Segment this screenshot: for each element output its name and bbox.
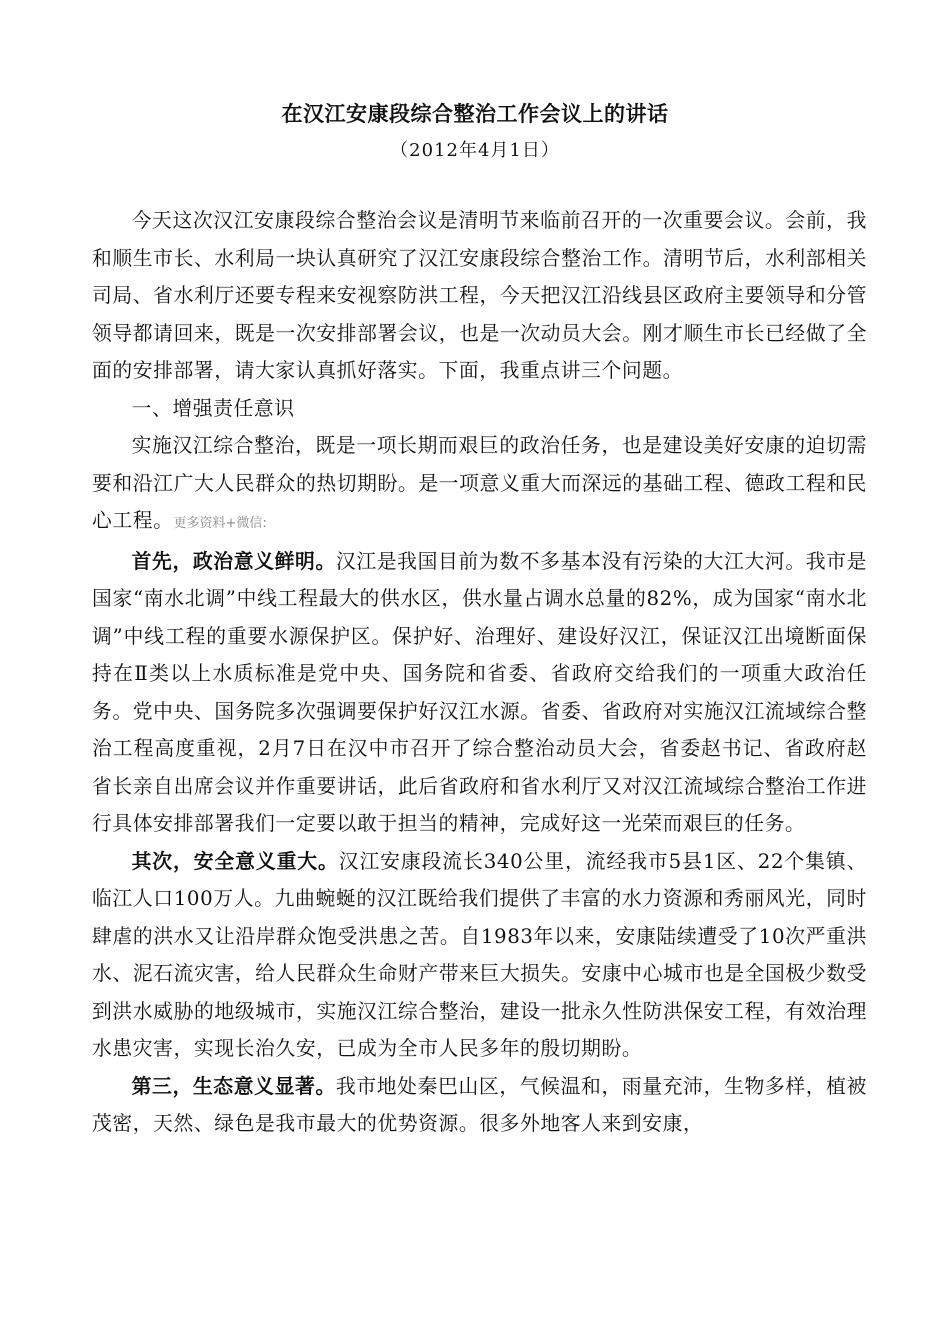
point-text-ecology: 我市地处秦巴山区，气候温和，雨量充沛，生物多样，植被茂密，天然、绿色是我市最大的优势资源。很多外地客人来到安康， [92,1074,867,1135]
document-body [92,202,867,1143]
document-title: 在汉江安康段综合整治工作会议上的讲话 [281,101,669,126]
point-paragraph-ecology [92,1068,867,1143]
point-paragraph-safety [92,843,867,1068]
section-intro-paragraph [92,427,867,543]
point-text-safety: 汉江安康段流长340公里，流经我市5县1区、22个集镇、临江人口100万人。九曲蜿蜒的汉江既给我们提供了丰富的水力资源和秀丽风光，同时肆虐的洪水又让沿岸群众饱受洪患之苦。自1983年以来，安康陆续遭受了10次严重洪水、泥石流灾害，给人民群众生命财产带来巨大损失。安康中心城市也是全国极少数受到洪水威胁的地级城市，实施汉江综合整治，建设一批永久性防洪保安工程，有效治理水患灾害，实现长治久安，已成为全市人民多年的殷切期盼。 [92,849,867,1060]
section-intro-text: 实施汉江综合整治，既是一项长期而艰巨的政治任务，也是建设美好安康的迫切需要和沿江广大人民群众的热切期盼。是一项意义重大而深远的基础工程、德政工程和民心工程。 [92,434,867,532]
watermark-note: 更多资料+微信: [173,516,267,531]
document-date: （2012年4月1日） [390,140,560,161]
point-lead-ecology: 第三，生态意义显著。 [131,1073,336,1098]
point-text-political: 汉江是我国目前为数不多基本没有污染的大江大河。我市是国家“南水北调”中线工程最大的供水区，供水量占调水总量的82%，成为国家“南水北调”中线工程的重要水源保护区。保护好、治理好、建设好汉江，保证汉江出境断面保持在Ⅱ类以上水质标准是党中央、国务院和省委、省政府交给我们的一项重大政治任务。党中央、国务院多次强调要保护好汉江水源。省委、省政府对实施汉江流域综合整治工程高度重视，2月7日在汉中市召开了综合整治动员大会，省委赵书记、省政府赵省长亲自出席会议并作重要讲话，此后省政府和省水利厅又对汉江流域综合整治工作进行具体安排部署我们一定要以敢于担当的精神，完成好这一光荣而艰巨的任务。 [92,549,867,835]
intro-paragraph: 今天这次汉江安康段综合整治会议是清明节来临前召开的一次重要会议。会前，我和顺生市长、水利局一块认真研究了汉江安康段综合整治工作。清明节后，水利部相关司局、省水利厅还要专程来安视察防洪工程，今天把汉江沿线县区政府主要领导和分管领导都请回来，既是一次安排部署会议，也是一次动员大会。刚才顺生市长已经做了全面的安排部署，请大家认真抓好落实。下面，我重点讲三个问题。 [92,209,867,382]
point-paragraph-political [92,543,867,843]
point-lead-political: 首先，政治意义鲜明。 [131,548,336,573]
point-lead-safety: 其次，安全意义重大。 [131,848,339,873]
section-heading: 一、增强责任意识 [131,396,295,420]
